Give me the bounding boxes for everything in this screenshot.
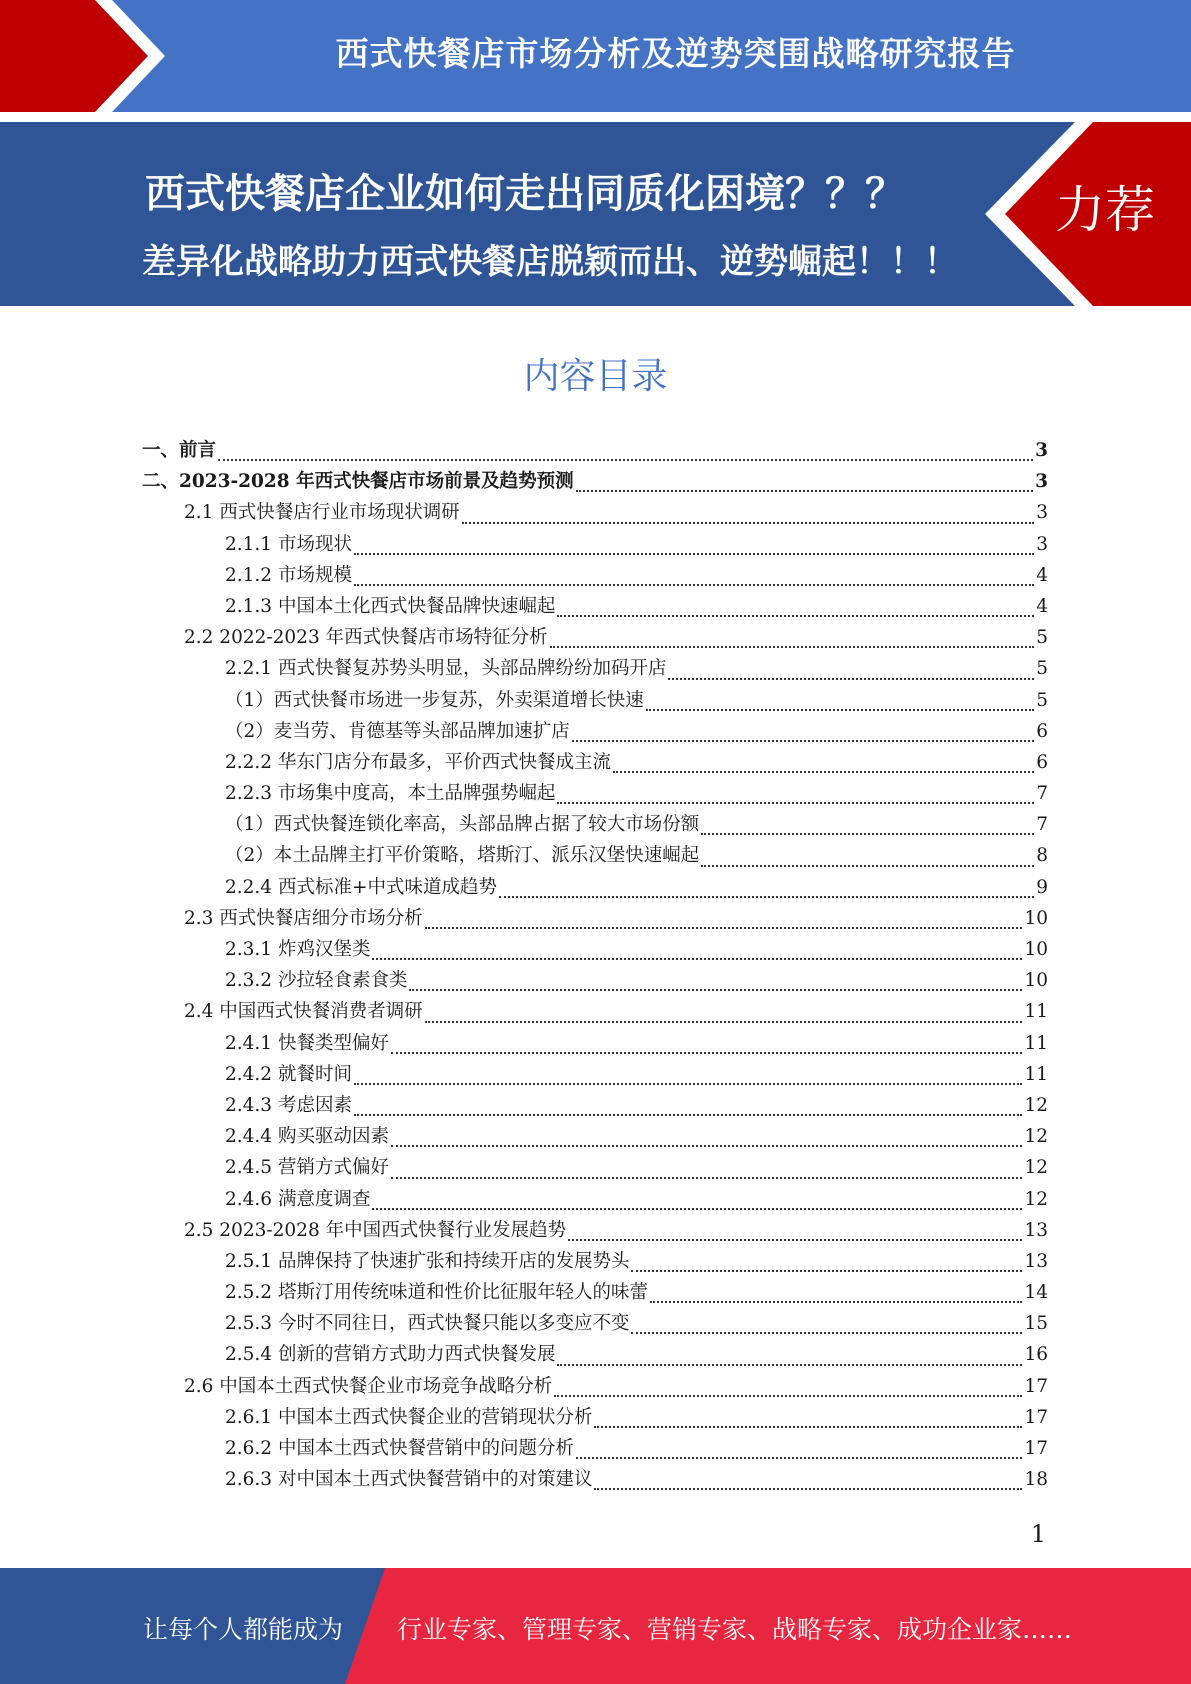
- toc-leader-dots: [576, 490, 1034, 492]
- toc-entry[interactable]: [142, 1309, 1048, 1340]
- toc-leader-dots: [572, 740, 1034, 742]
- toc-entry-title: 一、前言: [142, 440, 217, 461]
- toc-entry-title: （1）西式快餐市场进一步复苏，外卖渠道增长快速: [225, 689, 644, 711]
- toc-leader-dots: [557, 802, 1034, 804]
- footer-slogan-left: 让每个人都能成为: [143, 1615, 344, 1644]
- toc-leader-dots: [650, 1301, 1022, 1303]
- toc-entry[interactable]: [142, 592, 1048, 623]
- toc-entry-page: 10: [1024, 939, 1048, 960]
- toc-entry[interactable]: [142, 654, 1048, 685]
- toc-leader-dots: [391, 1145, 1022, 1147]
- toc-leader-dots: [218, 459, 1033, 461]
- toc-entry-title: 2.2.3 市场集中度高，本土品牌强势崛起: [225, 783, 556, 805]
- toc-entry-page: 7: [1036, 814, 1048, 836]
- toc-leader-dots: [701, 833, 1034, 835]
- toc-entry-title: 2.3 西式快餐店细分市场分析: [184, 907, 423, 929]
- toc-entry[interactable]: [142, 966, 1048, 997]
- toc-entry-title: 2.1.1 市场现状: [225, 533, 352, 555]
- toc-entry-page: 10: [1024, 907, 1048, 929]
- toc-entry[interactable]: [142, 1340, 1048, 1371]
- toc-entry[interactable]: [142, 498, 1048, 529]
- toc-entry-page: 17: [1024, 1438, 1048, 1459]
- toc-entry-title: 2.4.4 购买驱动因素: [225, 1126, 389, 1148]
- toc-entry[interactable]: [142, 1153, 1048, 1184]
- toc-entry[interactable]: [142, 1122, 1048, 1153]
- toc-entry-page: 6: [1036, 720, 1048, 742]
- toc-leader-dots: [425, 927, 1023, 929]
- toc-entry-page: 9: [1036, 876, 1048, 898]
- toc-entry[interactable]: [142, 1029, 1048, 1060]
- toc-entry-title: 2.3.2 沙拉轻食素食类: [225, 970, 408, 992]
- toc-entry[interactable]: [142, 904, 1048, 935]
- toc-entry-page: 10: [1024, 970, 1048, 992]
- toc-entry-page: 13: [1024, 1219, 1048, 1241]
- banner-slogan: 差异化战略助力西式快餐店脱颖而出、逆势崛起！！！: [142, 242, 958, 282]
- toc-entry-title: 2.6.2 中国本土西式快餐营销中的问题分析: [225, 1438, 574, 1459]
- toc-entry[interactable]: [142, 436, 1048, 467]
- toc-entry-page: 16: [1024, 1344, 1048, 1366]
- toc-leader-dots: [554, 1395, 1022, 1397]
- toc-entry-page: 14: [1024, 1282, 1048, 1304]
- toc-entry[interactable]: [142, 1060, 1048, 1091]
- toc-entry[interactable]: [142, 623, 1048, 654]
- report-header: [0, 0, 1191, 112]
- toc-entry-title: 2.6.1 中国本土西式快餐企业的营销现状分析: [225, 1406, 593, 1428]
- toc-entry-title: 2.5.3 今时不同往日，西式快餐只能以多变应不变: [225, 1313, 630, 1335]
- toc-entry-title: 2.2.4 西式标准+中式味道成趋势: [225, 876, 497, 898]
- footer-band: [0, 1568, 1191, 1684]
- toc-entry-page: 11: [1024, 1032, 1048, 1054]
- toc-entry-page: 4: [1036, 595, 1048, 617]
- toc-entry-page: 12: [1024, 1188, 1048, 1210]
- toc-entry[interactable]: [142, 467, 1048, 498]
- toc-entry[interactable]: [142, 1434, 1048, 1465]
- toc-entry[interactable]: [142, 748, 1048, 779]
- toc-leader-dots: [425, 1021, 1023, 1023]
- toc-leader-dots: [391, 1177, 1022, 1179]
- toc-entry-title: 2.2.2 华东门店分布最多，平价西式快餐成主流: [225, 751, 611, 773]
- toc-entry[interactable]: [142, 1216, 1048, 1247]
- toc-entry-page: 6: [1036, 751, 1048, 773]
- toc-entry-title: （1）西式快餐连锁化率高，头部品牌占据了较大市场份额: [225, 814, 700, 836]
- toc-entry-title: 2.6 中国本土西式快餐企业市场竞争战略分析: [184, 1375, 553, 1397]
- toc-entry-title: 2.2.1 西式快餐复苏势头明显，头部品牌纷纷加码开店: [225, 658, 667, 680]
- toc-leader-dots: [594, 1488, 1022, 1490]
- promo-banner: [0, 122, 1191, 306]
- toc-entry[interactable]: [142, 1278, 1048, 1309]
- toc-entry-title: 2.4.2 就餐时间: [225, 1063, 352, 1085]
- toc-entry-title: 2.4.1 快餐类型偏好: [225, 1032, 389, 1054]
- toc-entry-title: （2）本土品牌主打平价策略，塔斯汀、派乐汉堡快速崛起: [225, 845, 700, 867]
- toc-entry-title: 2.3.1 炸鸡汉堡类: [225, 939, 371, 960]
- toc-entry-page: 12: [1024, 1126, 1048, 1148]
- toc-entry-page: 3: [1036, 533, 1048, 555]
- toc-leader-dots: [499, 896, 1034, 898]
- toc-entry-page: 11: [1024, 1063, 1048, 1085]
- toc-leader-dots: [576, 1457, 1022, 1459]
- toc-entry-title: 2.4.3 考虑因素: [225, 1094, 352, 1116]
- toc-entry[interactable]: [142, 686, 1048, 717]
- toc-entry[interactable]: [142, 1465, 1048, 1496]
- toc-entry-page: 5: [1036, 689, 1048, 711]
- toc-entry[interactable]: [142, 717, 1048, 748]
- toc-entry[interactable]: [142, 561, 1048, 592]
- toc-leader-dots: [631, 1332, 1022, 1334]
- toc-entry-page: 11: [1024, 1001, 1048, 1023]
- toc-entry[interactable]: [142, 1247, 1048, 1278]
- page-number: 1: [1030, 1520, 1046, 1548]
- toc-entry-page: 18: [1024, 1469, 1048, 1491]
- toc-leader-dots: [409, 989, 1022, 991]
- recommend-badge: 力荐: [1055, 181, 1155, 239]
- toc-entry[interactable]: [142, 1403, 1048, 1434]
- toc-leader-dots: [354, 1114, 1023, 1116]
- toc-leader-dots: [613, 771, 1034, 773]
- toc-entry-title: 2.5.1 品牌保持了快速扩张和持续开店的发展势头: [225, 1250, 630, 1272]
- toc-leader-dots: [372, 1208, 1022, 1210]
- toc-entry[interactable]: [142, 530, 1048, 561]
- toc-entry[interactable]: [142, 841, 1048, 872]
- toc-entry-title: 2.1.2 市场规模: [225, 564, 352, 586]
- toc-entry-page: 15: [1024, 1313, 1048, 1335]
- toc-heading: 内容目录: [523, 356, 668, 397]
- toc-entry[interactable]: [142, 1091, 1048, 1122]
- toc-entry-title: 2.5 2023-2028 年中国西式快餐行业发展趋势: [184, 1219, 567, 1241]
- toc-leader-dots: [354, 584, 1034, 586]
- toc-entry-title: 2.5.4 创新的营销方式助力西式快餐发展: [225, 1344, 556, 1366]
- toc-entry-page: 3: [1036, 502, 1048, 524]
- toc-leader-dots: [568, 1239, 1022, 1241]
- toc-leader-dots: [462, 522, 1034, 524]
- toc-entry-title: 二、2023-2028 年西式快餐店市场前景及趋势预测: [142, 471, 574, 493]
- toc-entry-page: 17: [1024, 1375, 1048, 1397]
- toc-entry-page: 7: [1036, 783, 1048, 805]
- toc-entry-title: （2）麦当劳、肯德基等头部品牌加速扩店: [225, 720, 570, 742]
- toc-entry-title: 2.1 西式快餐店行业市场现状调研: [184, 502, 460, 524]
- toc-entry-page: 3: [1035, 440, 1048, 461]
- toc-leader-dots: [646, 709, 1034, 711]
- toc-entry[interactable]: [142, 997, 1048, 1028]
- toc-leader-dots: [354, 1083, 1023, 1085]
- toc-entry[interactable]: [142, 1185, 1048, 1216]
- toc-entry[interactable]: [142, 1372, 1048, 1403]
- toc-entry[interactable]: [142, 935, 1048, 966]
- toc-entry-title: 2.6.3 对中国本土西式快餐营销中的对策建议: [225, 1469, 593, 1491]
- toc-leader-dots: [701, 865, 1034, 867]
- toc-entry-title: 2.2 2022-2023 年西式快餐店市场特征分析: [184, 627, 548, 649]
- toc-entry-page: 5: [1036, 627, 1048, 649]
- toc-leader-dots: [668, 678, 1034, 680]
- toc-leader-dots: [550, 646, 1035, 648]
- toc-entry-page: 12: [1024, 1157, 1048, 1179]
- toc-leader-dots: [391, 1052, 1022, 1054]
- toc-entry-title: 2.1.3 中国本土化西式快餐品牌快速崛起: [225, 595, 556, 617]
- toc-leader-dots: [354, 553, 1034, 555]
- toc-entry-page: 4: [1036, 564, 1048, 586]
- toc-leader-dots: [557, 1364, 1022, 1366]
- toc-entry[interactable]: [142, 873, 1048, 904]
- toc-entry-page: 17: [1024, 1406, 1048, 1428]
- toc-entry[interactable]: [142, 810, 1048, 841]
- toc-entry-title: 2.4.5 营销方式偏好: [225, 1157, 389, 1179]
- toc-leader-dots: [594, 1426, 1022, 1428]
- report-title: 西式快餐店市场分析及逆势突围战略研究报告: [335, 34, 1016, 73]
- toc-leader-dots: [557, 615, 1034, 617]
- toc-entry-page: 5: [1036, 658, 1048, 680]
- toc-leader-dots: [372, 958, 1022, 960]
- toc-entry-title: 2.4.6 满意度调查: [225, 1188, 371, 1210]
- table-of-contents: [142, 436, 1048, 1496]
- toc-entry-page: 12: [1024, 1094, 1048, 1116]
- toc-entry-page: 3: [1035, 471, 1048, 493]
- banner-question: 西式快餐店企业如何走出同质化困境？？？: [145, 171, 905, 217]
- toc-leader-dots: [631, 1270, 1022, 1272]
- toc-entry-title: 2.4 中国西式快餐消费者调研: [184, 1001, 423, 1023]
- toc-entry-page: 8: [1036, 845, 1048, 867]
- toc-entry-page: 13: [1024, 1250, 1048, 1272]
- toc-entry[interactable]: [142, 779, 1048, 810]
- footer-slogan-right: 行业专家、管理专家、营销专家、战略专家、成功企业家……: [397, 1615, 1073, 1644]
- toc-entry-title: 2.5.2 塔斯汀用传统味道和性价比征服年轻人的味蕾: [225, 1282, 648, 1304]
